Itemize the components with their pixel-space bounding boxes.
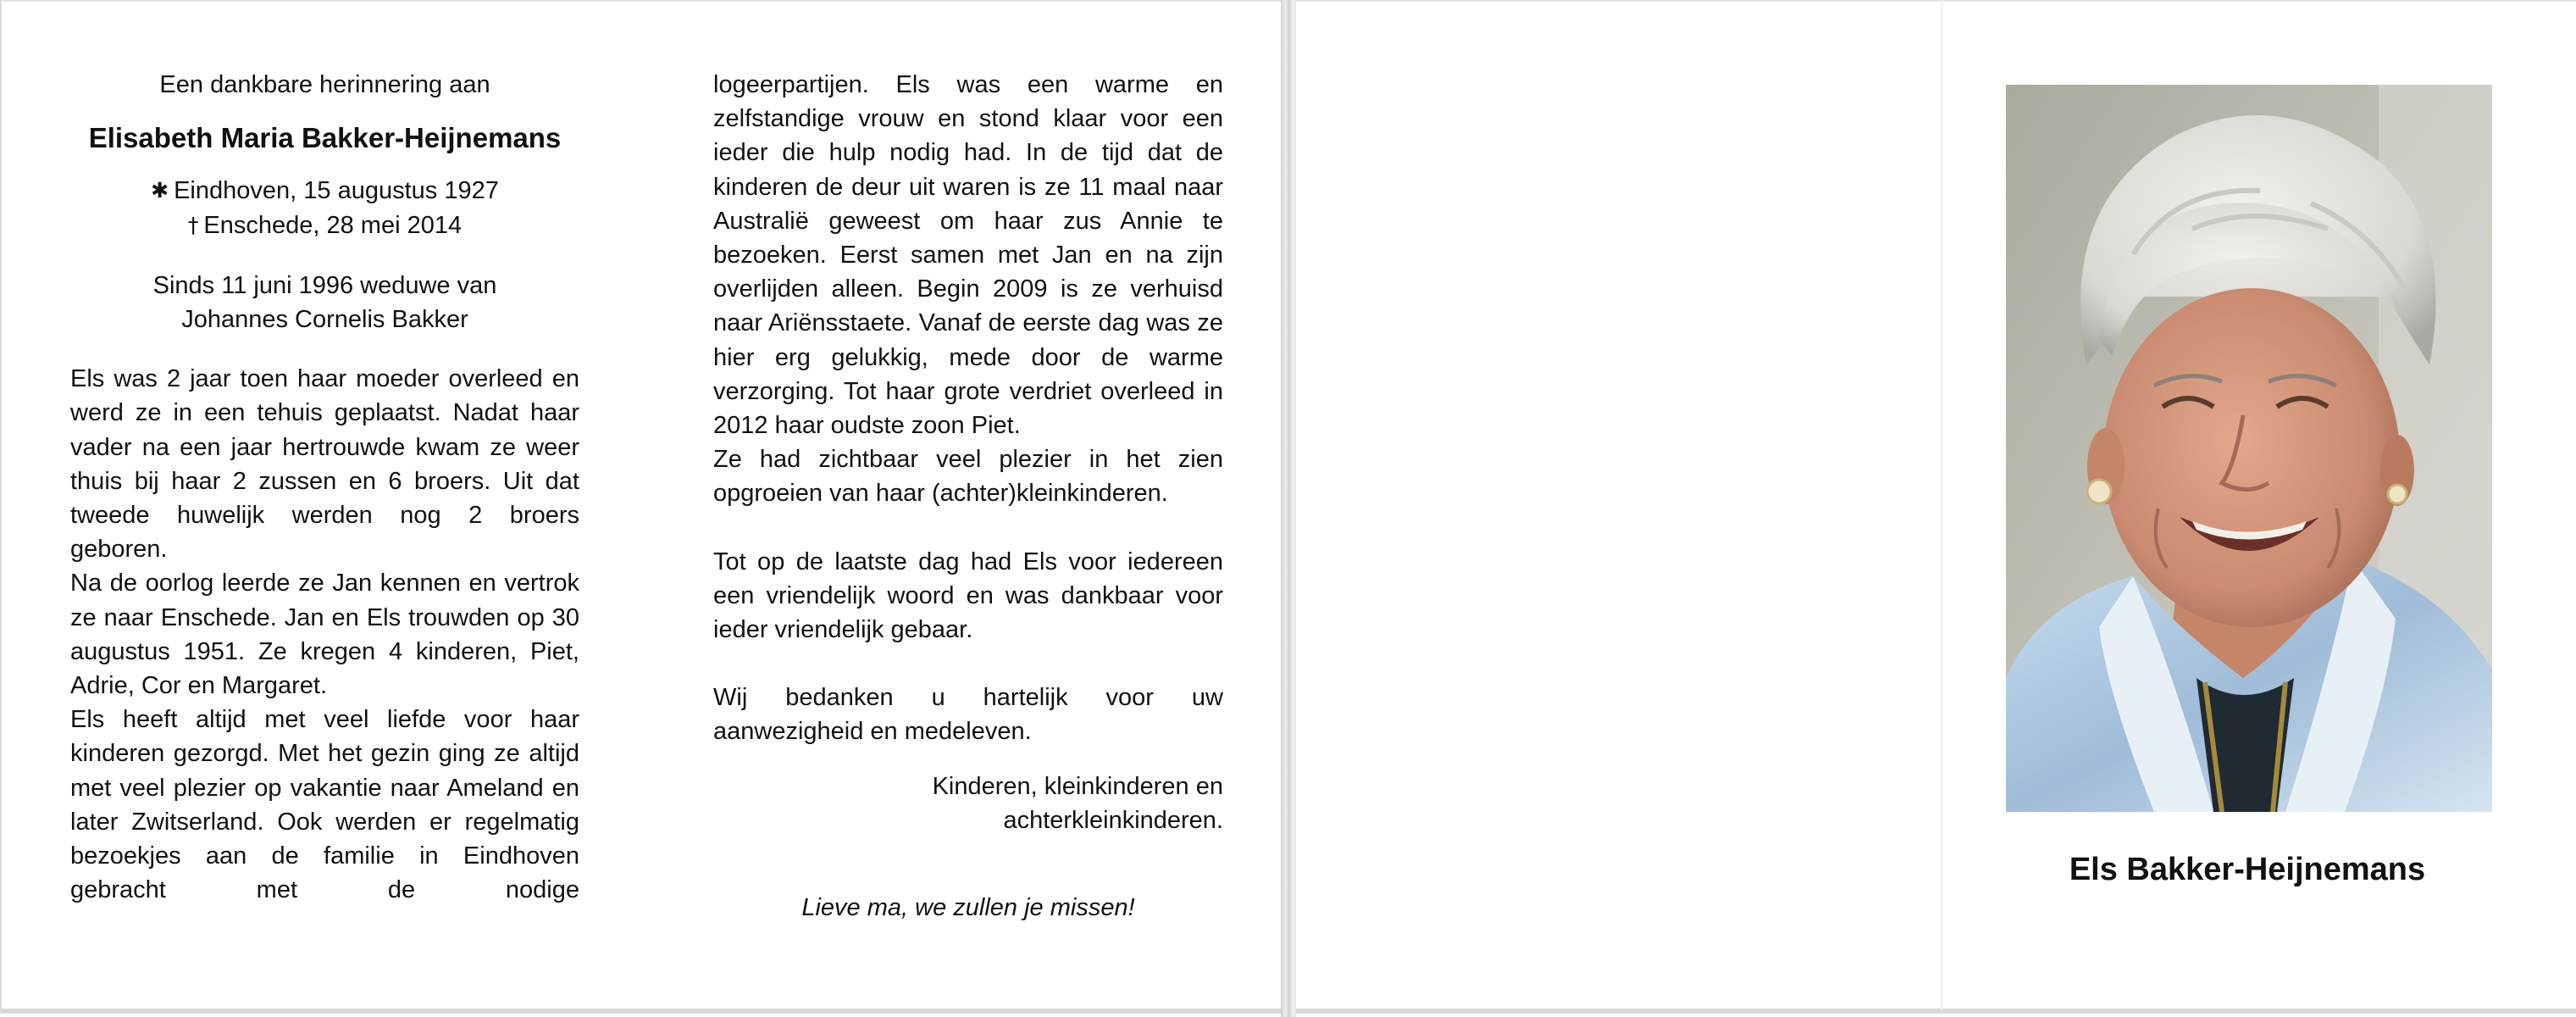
- bio-paragraph-2: Na de oorlog leerde ze Jan kennen en vertrok ze naar Enschede. Jan en Els trouwden op 30 augustus 1951. Ze kregen 4 kinderen, Piet, Adrie, Cor en Margaret.: [70, 570, 579, 700]
- closing-line: Lieve ma, we zullen je missen!: [801, 894, 1135, 922]
- intro-line: Een dankbare herinnering aan: [159, 71, 490, 98]
- birth-star-icon: ✱: [151, 178, 169, 203]
- widow-line-2: Johannes Cornelis Bakker: [181, 306, 468, 334]
- bio-paragraph-3-continued: logeerpartijen. Els was een warme en zelfstandige vrouw en stond klaar voor een ieder die hulp nodig had. In de tijd dat de kinderen de deur uit waren is ze 11 maal naar Australië geweest om haar zus Annie te bezoeken. Eerst samen met Jan en na zijn overlijden alleen. Begin 2009 is ze verhuisd naar Ariënsstaete. Vanaf de eerste dag was ze hier erg gelukkig, mede door de warme verzorging. Tot haar grote verdriet overleed in 2012 haar oudste zoon Piet.: [713, 71, 1223, 440]
- bio-paragraph-3: Els heeft altijd met veel liefde voor haar kinderen gezorgd. Met het gezin ging ze altijd met veel plezier op vakantie naar Ameland en later Zwitserland. Ook werden er regelmatig bezoekjes aan de familie in Eindhoven gebracht met de nodige: [70, 706, 579, 904]
- left-text-column: [70, 68, 579, 907]
- bio-paragraph-4: Ze had zichtbaar veel plezier in het zien opgroeien van haar (achter)kleinkinderen.: [713, 446, 1223, 508]
- birth-text: Eindhoven, 15 augustus 1927: [174, 177, 499, 205]
- right-text-column: [713, 68, 1223, 925]
- widow-line-1: Sinds 11 juni 1996 weduwe van: [152, 271, 497, 299]
- bio-paragraph-5: Tot op de laatste dag had Els voor iedereen een vriendelijk woord en was dankbaar voor ieder vriendelijk gebaar.: [713, 547, 1223, 644]
- death-line: [70, 208, 579, 242]
- portrait-photo: [2006, 85, 2492, 812]
- portrait-image: [2006, 85, 2492, 812]
- full-name-heading: Elisabeth Maria Bakker-Heijnemans: [88, 122, 562, 154]
- death-cross-icon: †: [187, 212, 199, 237]
- life-dates: [70, 174, 579, 242]
- death-text: Enschede, 28 mei 2014: [203, 211, 463, 239]
- inner-sheet: [0, 0, 1282, 1014]
- signature-block: [713, 770, 1223, 837]
- widow-block: [70, 269, 579, 336]
- scan-gap: [1281, 0, 1296, 1017]
- birth-line: [70, 174, 579, 208]
- portrait-caption-name: Els Bakker-Heijnemans: [2069, 852, 2426, 887]
- bio-paragraph-1: Els was 2 jaar toen haar moeder overleed en werd ze in een tehuis geplaatst. Nadat haar vader na een jaar hertrouwde kwam ze weer thuis bij haar 2 zussen en 6 broers. Uit dat tweede huwelijk werden nog 2 broers geboren.: [70, 365, 579, 564]
- thanks-paragraph: Wij bedanken u hartelijk voor uw aanwezigheid en medeleven.: [713, 684, 1223, 746]
- signature-line-2: achterkleinkinderen.: [1003, 806, 1223, 834]
- signature-line-1: Kinderen, kleinkinderen en: [932, 772, 1223, 800]
